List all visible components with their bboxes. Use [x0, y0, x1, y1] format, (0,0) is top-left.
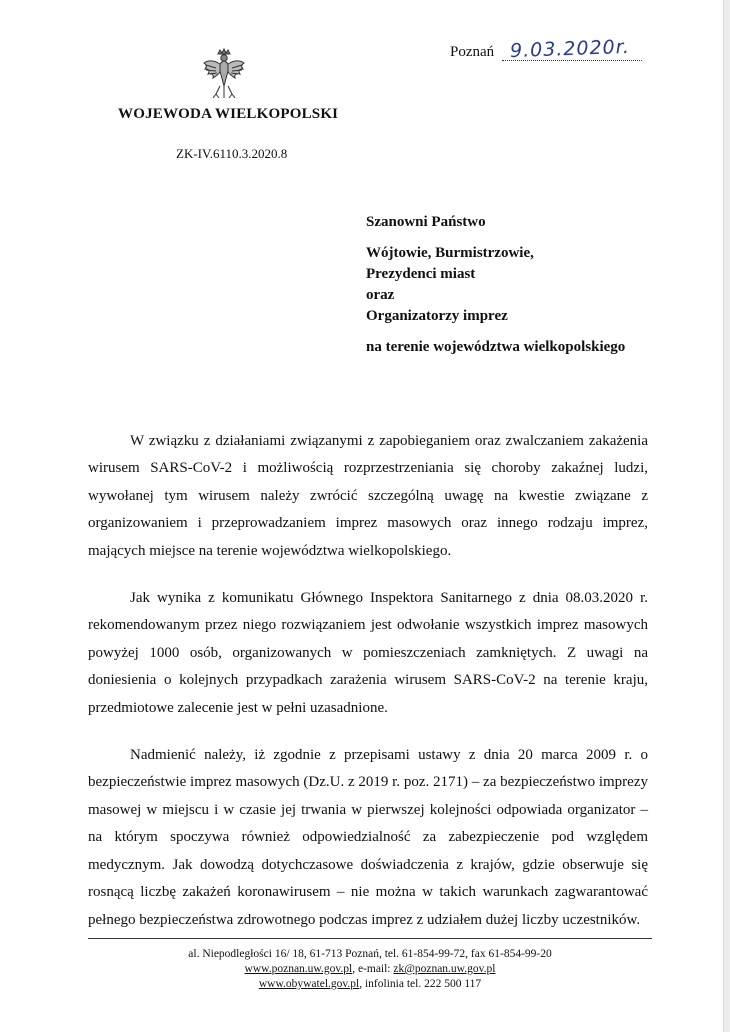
addressee-block: [366, 212, 625, 358]
place-date: [450, 35, 642, 63]
email-link[interactable]: zk@poznan.uw.gov.pl: [393, 963, 496, 975]
portal-link[interactable]: www.obywatel.gov.pl: [258, 978, 360, 990]
addressee-line: Organizatorzy imprez: [366, 308, 508, 324]
salutation: Szanowni Państwo: [366, 214, 486, 230]
paragraph: Jak wynika z komunikatu Głównego Inspektora Sanitarnego z dnia 08.03.2020 r. rekomendowanym przez niego rozwiązaniem jest odwołanie wszystkich imprez masowych powyżej 1000 osób, organizowanych w pomieszczeniach zamkniętych. Z uwagi na doniesienia o kolejnych przypadkach zarażenia wirusem SARS-CoV-2 na terenie kraju, przedmiotowe zalecenie jest w pełni uzasadnione.: [88, 590, 648, 716]
addressee-region: na terenie województwa wielkopolskiego: [366, 339, 626, 355]
place-name: Poznań: [450, 44, 495, 60]
email-label: , e-mail:: [352, 963, 394, 975]
addressee-line: Prezydenci miast: [366, 266, 476, 282]
addressee-line: Wójtowie, Burmistrzowie,: [366, 245, 534, 261]
reference-number: ZK-IV.6110.3.2020.8: [176, 146, 288, 161]
eagle-emblem-icon: [202, 48, 246, 104]
addressee-line: oraz: [366, 287, 395, 303]
letter-body: [88, 428, 648, 954]
footer-contact: [88, 962, 652, 977]
website-link[interactable]: www.poznan.uw.gov.pl: [244, 963, 353, 975]
page-edge: [723, 0, 730, 1032]
footer-portal: [88, 977, 652, 992]
handwritten-date: 9.03.2020r.: [509, 35, 631, 63]
authority-name: WOJEWODA WIELKOPOLSKI: [118, 106, 339, 122]
footer-divider: [88, 938, 652, 939]
hotline-text: , infolinia tel. 222 500 117: [359, 978, 482, 990]
paragraph: W związku z działaniami związanymi z zapobieganiem oraz zwalczaniem zakażenia wirusem SARS-CoV-2 i możliwością rozprzestrzeniania się choroby zakaźnej ludzi, wywołanej tym wirusem należy zwrócić szczególną uwagę na kwestie związane z organizowaniem i przeprowadzaniem imprez masowych oraz innego rodzaju imprez, mających miejsce na terenie województwa wielkopolskiego.: [88, 433, 648, 559]
footer-address: al. Niepodległości 16/ 18, 61-713 Poznań, tel. 61-854-99-72, fax 61-854-99-20: [188, 948, 552, 960]
footer: [88, 947, 652, 992]
paragraph: Nadmienić należy, iż zgodnie z przepisami ustawy z dnia 20 marca 2009 r. o bezpieczeństwie imprez masowych (Dz.U. z 2019 r. poz. 2171) – za bezpieczeństwo imprezy masowej w miejscu i w czasie jej trwania w pierwszej kolejności odpowiada organizator – na którym spoczywa również odpowiedzialność za zabezpieczenie pod względem medycznym. Jak dowodzą dotychczasowe doświadczenia z krajów, gdzie obserwuje się rosnącą liczbę zakażeń koronawirusem – nie można w takich warunkach zagwarantować pełnego bezpieczeństwa zdrowotnego podczas imprez z udziałem dużej liczby uczestników.: [88, 747, 648, 928]
date-field: [502, 35, 642, 63]
